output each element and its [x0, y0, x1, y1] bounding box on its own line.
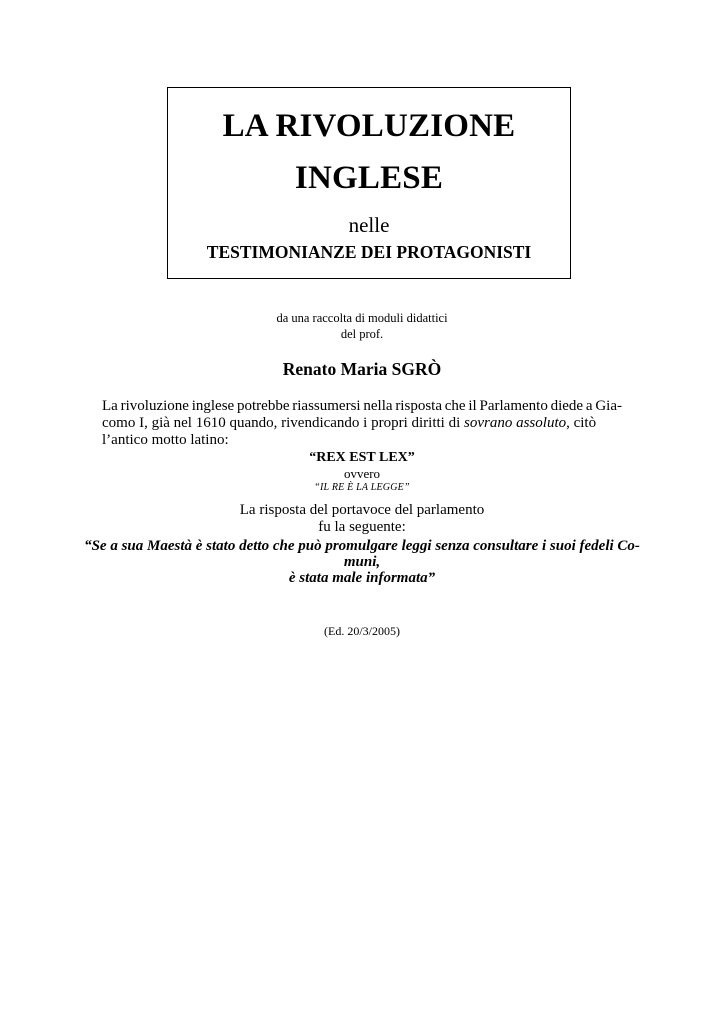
motto-ovvero: ovvero: [343, 466, 381, 481]
author-name: Renato Maria SGRÒ: [282, 359, 442, 379]
intro-word: il: [468, 398, 477, 414]
intro-line-2: [102, 415, 622, 432]
intro-word: risposta: [395, 398, 442, 414]
intro-word: potrebbe: [237, 398, 290, 414]
intro-word: che: [444, 398, 466, 414]
intro-line-3: l’antico motto latino:: [102, 432, 229, 448]
parliament-quote: [70, 538, 654, 586]
source-line-2: del prof.: [340, 327, 384, 341]
title-box: [167, 87, 571, 279]
intro-word: a: [585, 398, 593, 414]
intro-word: Gia-: [595, 398, 622, 414]
response-line-2: fu la seguente:: [318, 519, 406, 535]
response-line-1: La risposta del portavoce del parlamento: [239, 502, 485, 518]
title-line-2: INGLESE: [294, 160, 444, 196]
intro-word: La: [102, 398, 118, 414]
quote-line-2: muni,: [343, 554, 381, 570]
title-nelle: nelle: [348, 213, 390, 237]
intro-line-2-before: como I, già nel 1610 quando, rivendicando i propri diritti di: [102, 415, 465, 431]
source-line-1: da una raccolta di moduli didattici: [276, 311, 448, 325]
intro-line-2-italic: sovrano assoluto: [464, 415, 567, 431]
quote-line-3: è stata male informata”: [288, 570, 436, 586]
intro-word: inglese: [191, 398, 235, 414]
intro-line-2-text: [102, 415, 596, 432]
title-subtitle: TESTIMONIANZE DEI PROTAGONISTI: [206, 242, 532, 262]
intro-word: Parlamento: [479, 398, 548, 414]
motto-translation: “IL RE È LA LEGGE”: [314, 482, 410, 493]
intro-word: riassumersi: [292, 398, 361, 414]
intro-word: nella: [363, 398, 393, 414]
intro-line-2-after: , citò: [566, 415, 597, 431]
intro-line-1: [102, 398, 622, 415]
title-line-1: LA RIVOLUZIONE: [222, 108, 516, 144]
quote-line-1: “Se a sua Maestà è stato detto che può promulgare leggi senza consultare i suoi fedeli Co-: [84, 538, 640, 554]
motto-latin: “REX EST LEX”: [309, 450, 415, 465]
intro-word: rivoluzione: [120, 398, 189, 414]
intro-paragraph: [102, 398, 622, 449]
intro-word: diede: [550, 398, 584, 414]
edition-date: (Ed. 20/3/2005): [324, 624, 400, 638]
